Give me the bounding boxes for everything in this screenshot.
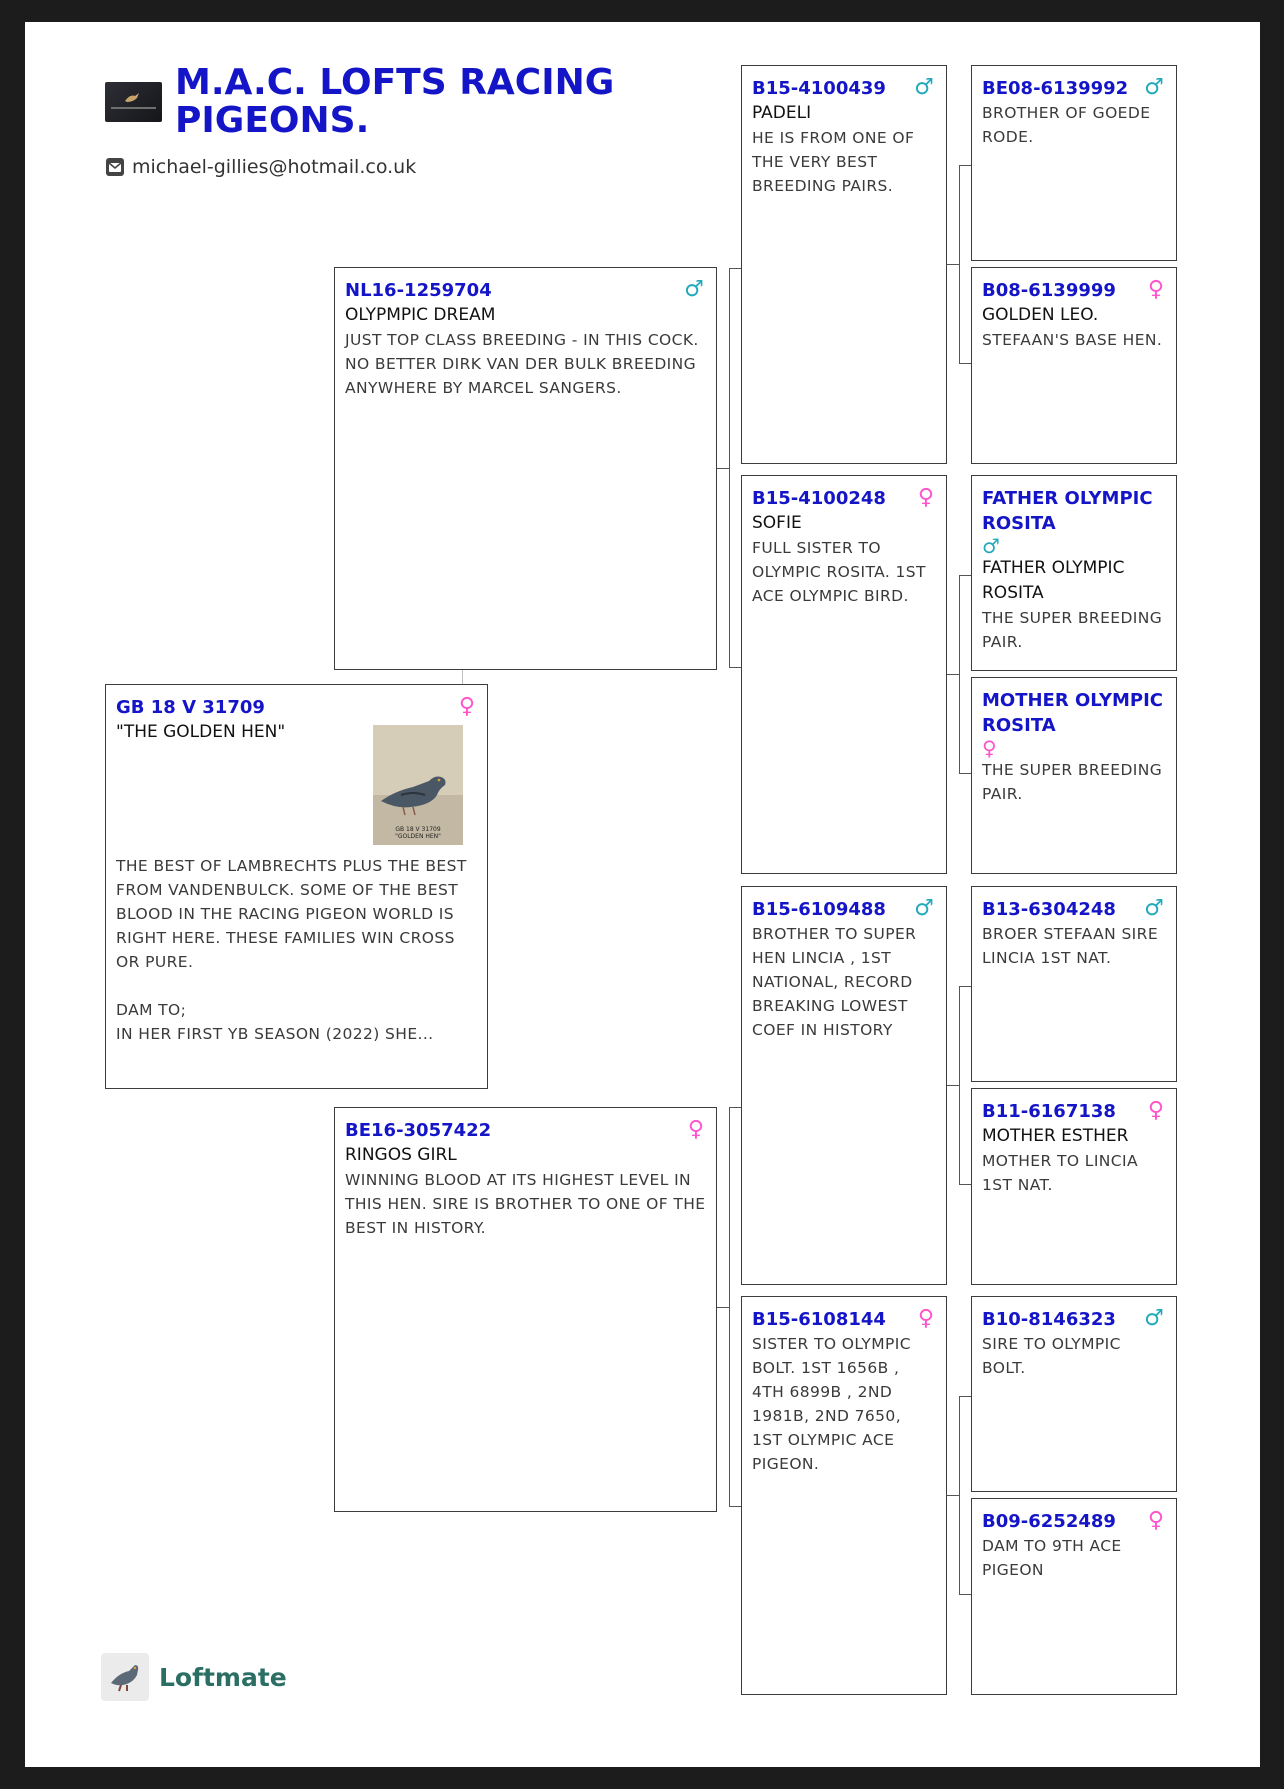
grandparent-card-2[interactable] — [741, 475, 947, 874]
pigeon-photo[interactable] — [373, 725, 463, 845]
great-grandparent-ring[interactable]: MOTHER OLYMPIC ROSITA — [982, 690, 1163, 736]
male-icon: ♂ — [982, 534, 1000, 558]
great-grandparent-description: BROER STEFAAN SIRE LINCIA 1ST NAT. — [982, 925, 1159, 967]
sire-ring[interactable]: NL16-1259704 — [345, 280, 492, 301]
connector-ggp-1 — [959, 165, 960, 363]
grandparent-name: SOFIE — [752, 513, 802, 533]
great-grandparent-card-7[interactable] — [971, 1296, 1177, 1492]
pigeon-icon — [101, 1653, 149, 1701]
male-icon: ♂ — [914, 75, 934, 100]
female-icon: ♀ — [917, 1306, 934, 1331]
male-icon: ♂ — [1144, 1306, 1164, 1331]
connector-gp2-out — [947, 674, 959, 675]
grandparent-ring[interactable]: B15-4100248 — [752, 488, 886, 509]
connector-ggp-3b — [959, 1184, 971, 1185]
great-grandparent-ring[interactable]: BE08-6139992 — [982, 78, 1129, 99]
logo-text-line — [111, 107, 156, 109]
female-icon: ♀ — [1147, 277, 1164, 302]
dam-name: RINGOS GIRL — [345, 1145, 457, 1165]
great-grandparent-card-8[interactable] — [971, 1498, 1177, 1695]
sire-card[interactable] — [334, 267, 717, 670]
great-grandparent-ring[interactable]: B09-6252489 — [982, 1511, 1116, 1532]
pigeon-logo-icon — [123, 91, 141, 105]
great-grandparent-card-6[interactable] — [971, 1088, 1177, 1285]
subject-ring[interactable]: GB 18 V 31709 — [116, 697, 265, 718]
grandparent-card-3[interactable] — [741, 886, 947, 1285]
photo-caption-line2: "GOLDEN HEN" — [395, 833, 441, 840]
connector-gp3-out — [947, 1085, 959, 1086]
dam-description: WINNING BLOOD AT ITS HIGHEST LEVEL IN THIS HEN. SIRE IS BROTHER TO ONE OF THE BEST IN HISTORY. — [345, 1171, 706, 1237]
connector-gp1-out — [947, 264, 959, 265]
great-grandparent-ring[interactable]: B11-6167138 — [982, 1101, 1116, 1122]
great-grandparent-description: THE SUPER BREEDING PAIR. — [982, 609, 1163, 651]
female-icon: ♀ — [917, 485, 934, 510]
grandparent-ring[interactable]: B15-6108144 — [752, 1309, 886, 1330]
great-grandparent-description: BROTHER OF GOEDE RODE. — [982, 104, 1151, 146]
grandparent-description: HE IS FROM ONE OF THE VERY BEST BREEDING PAIRS. — [752, 129, 915, 195]
male-icon: ♂ — [1144, 896, 1164, 921]
great-grandparent-card-4[interactable] — [971, 677, 1177, 874]
connector-ggp-2a — [959, 575, 971, 576]
envelope-icon — [105, 157, 125, 177]
great-grandparent-description: THE SUPER BREEDING PAIR. — [982, 761, 1163, 803]
connector-ggp-4b — [959, 1594, 971, 1595]
pedigree-page — [25, 22, 1260, 1767]
great-grandparent-description: SIRE TO OLYMPIC BOLT. — [982, 1335, 1121, 1377]
connector-ggp-4a — [959, 1396, 971, 1397]
female-icon: ♀ — [458, 694, 475, 719]
grandparent-name: PADELI — [752, 103, 812, 123]
sire-name: OLYPMPIC DREAM — [345, 305, 496, 325]
male-icon: ♂ — [684, 277, 704, 302]
connector-ggp-2 — [959, 575, 960, 773]
connector-ggp-3a — [959, 986, 971, 987]
loftmate-pigeon-icon — [101, 1653, 149, 1701]
great-grandparent-ring[interactable]: B10-8146323 — [982, 1309, 1116, 1330]
connector-sire-gp — [729, 268, 730, 668]
female-icon: ♀ — [1147, 1098, 1164, 1123]
grandparent-card-1[interactable] — [741, 65, 947, 464]
grandparent-description: SISTER TO OLYMPIC BOLT. 1ST 1656B , 4TH 6899B , 2ND 1981B, 2ND 7650, 1ST OLYMPIC ACE PIGEON. — [752, 1335, 911, 1473]
connector-gp3 — [729, 1107, 741, 1108]
connector-gp4-out — [947, 1495, 959, 1496]
connector-dam-gp — [729, 1107, 730, 1507]
connector-dam — [717, 1307, 729, 1308]
dam-card[interactable] — [334, 1107, 717, 1512]
subject-name: "THE GOLDEN HEN" — [116, 722, 286, 742]
email-row[interactable] — [105, 156, 416, 178]
connector-gp2 — [729, 667, 741, 668]
grandparent-description: BROTHER TO SUPER HEN LINCIA , 1ST NATIONAL, RECORD BREAKING LOWEST COEF IN HISTORY — [752, 925, 917, 1039]
great-grandparent-name: MOTHER ESTHER — [982, 1126, 1129, 1146]
great-grandparent-card-2[interactable] — [971, 267, 1177, 464]
female-icon: ♀ — [982, 736, 997, 760]
connector-ggp-4 — [959, 1396, 960, 1594]
subject-description: THE BEST OF LAMBRECHTS PLUS THE BEST FROM VANDENBULCK. SOME OF THE BEST BLOOD IN THE RACING PIGEON WORLD IS RIGHT HERE. THESE FAMILIES WIN CROSS OR PURE. DAM TO; IN HER FIRST YB SEASON (2022) SHE... — [116, 857, 467, 1043]
great-grandparent-description: MOTHER TO LINCIA 1ST NAT. — [982, 1152, 1138, 1194]
connector-ggp-3 — [959, 986, 960, 1184]
email-address[interactable]: michael-gillies@hotmail.co.uk — [132, 156, 417, 178]
grandparent-description: FULL SISTER TO OLYMPIC ROSITA. 1ST ACE OLYMPIC BIRD. — [752, 539, 926, 605]
grandparent-ring[interactable]: B15-4100439 — [752, 78, 886, 99]
photo-caption-line1: GB 18 V 31709 — [395, 826, 441, 833]
loft-title: M.A.C. LOFTS RACING PIGEONS. — [175, 62, 615, 141]
great-grandparent-card-1[interactable] — [971, 65, 1177, 261]
great-grandparent-card-5[interactable] — [971, 886, 1177, 1082]
male-icon: ♂ — [1144, 75, 1164, 100]
connector-sire — [717, 468, 729, 469]
grandparent-card-4[interactable] — [741, 1296, 947, 1695]
great-grandparent-ring[interactable]: B08-6139999 — [982, 280, 1116, 301]
grandparent-ring[interactable]: B15-6109488 — [752, 899, 886, 920]
connector-ggp-2b — [959, 773, 971, 774]
photo-caption — [373, 826, 463, 840]
sire-description: JUST TOP CLASS BREEDING - IN THIS COCK. NO BETTER DIRK VAN DER BULK BREEDING ANYWHERE BY MARCEL SANGERS. — [345, 331, 699, 397]
dam-ring[interactable]: BE16-3057422 — [345, 1120, 492, 1141]
loftmate-brand[interactable] — [101, 1653, 287, 1701]
subject-card[interactable] — [105, 684, 488, 1089]
great-grandparent-name: FATHER OLYMPIC ROSITA — [982, 558, 1125, 603]
great-grandparent-card-3[interactable] — [971, 475, 1177, 671]
female-icon: ♀ — [687, 1117, 704, 1142]
great-grandparent-description: STEFAAN'S BASE HEN. — [982, 331, 1163, 349]
connector-gp1 — [729, 268, 741, 269]
great-grandparent-ring[interactable]: B13-6304248 — [982, 899, 1116, 920]
loftmate-brand-text[interactable]: Loftmate — [159, 1662, 287, 1692]
female-icon: ♀ — [1147, 1508, 1164, 1533]
connector-ggp-1b — [959, 363, 971, 364]
connector-ggp-1a — [959, 165, 971, 166]
loft-logo — [105, 82, 162, 122]
great-grandparent-ring[interactable]: FATHER OLYMPIC ROSITA — [982, 488, 1153, 534]
male-icon: ♂ — [914, 896, 934, 921]
great-grandparent-name: GOLDEN LEO. — [982, 305, 1099, 325]
great-grandparent-description: DAM TO 9TH ACE PIGEON — [982, 1537, 1122, 1579]
connector-gp4 — [729, 1506, 741, 1507]
